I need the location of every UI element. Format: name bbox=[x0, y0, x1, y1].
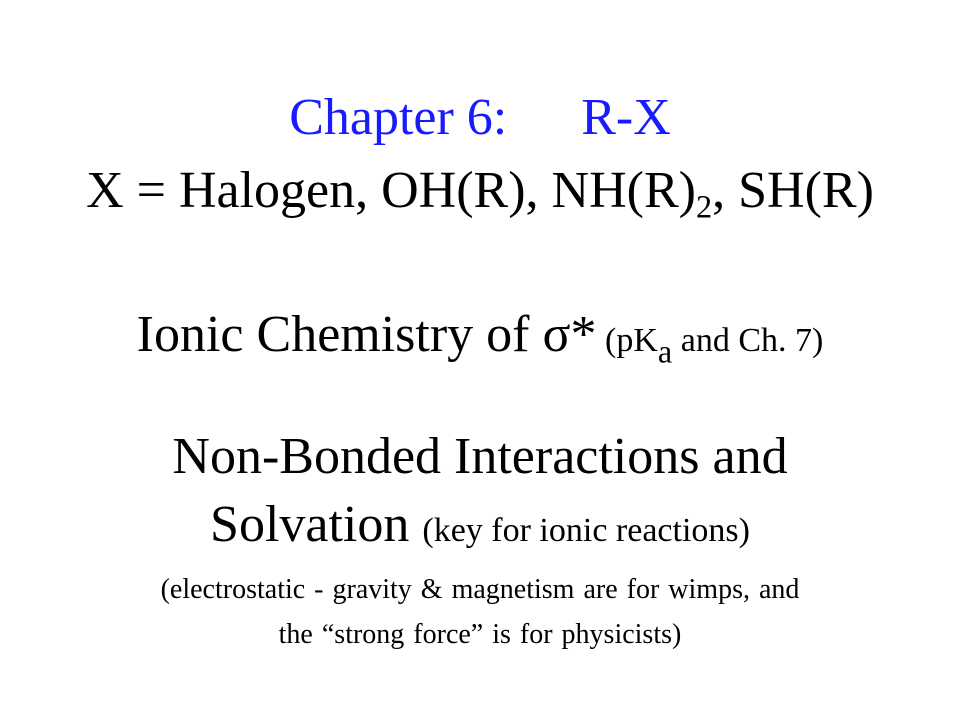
chapter-topic: R-X bbox=[581, 89, 671, 146]
ionic-subscript: a bbox=[657, 333, 673, 370]
ionic-paren-open: (pK bbox=[596, 322, 658, 359]
ionic-paren-close: and Ch. 7) bbox=[672, 322, 824, 359]
solvation-label: Solvation bbox=[210, 496, 423, 553]
nonbonded-heading-line2 bbox=[0, 495, 960, 561]
subtitle-part1: X = Halogen, OH(R), NH(R) bbox=[86, 162, 696, 219]
footnote-line1: (electrostatic - gravity & magnetism are for wimps, and bbox=[160, 574, 800, 605]
nonbonded-heading-line1: Non-Bonded Interactions and bbox=[172, 428, 788, 485]
subtitle-subscript: 2 bbox=[695, 188, 713, 225]
solvation-note: (key for ionic reactions) bbox=[422, 512, 750, 549]
slide-subtitle bbox=[0, 161, 960, 225]
sigma-star: σ* bbox=[542, 306, 597, 363]
ionic-chemistry-heading bbox=[0, 305, 960, 371]
slide-title bbox=[0, 88, 960, 148]
chapter-label: Chapter 6: bbox=[289, 89, 508, 146]
subtitle-part2: , SH(R) bbox=[712, 162, 874, 219]
ionic-main: Ionic Chemistry of bbox=[136, 306, 543, 363]
footnote-line2: the “strong force” is for physicists) bbox=[278, 619, 682, 650]
